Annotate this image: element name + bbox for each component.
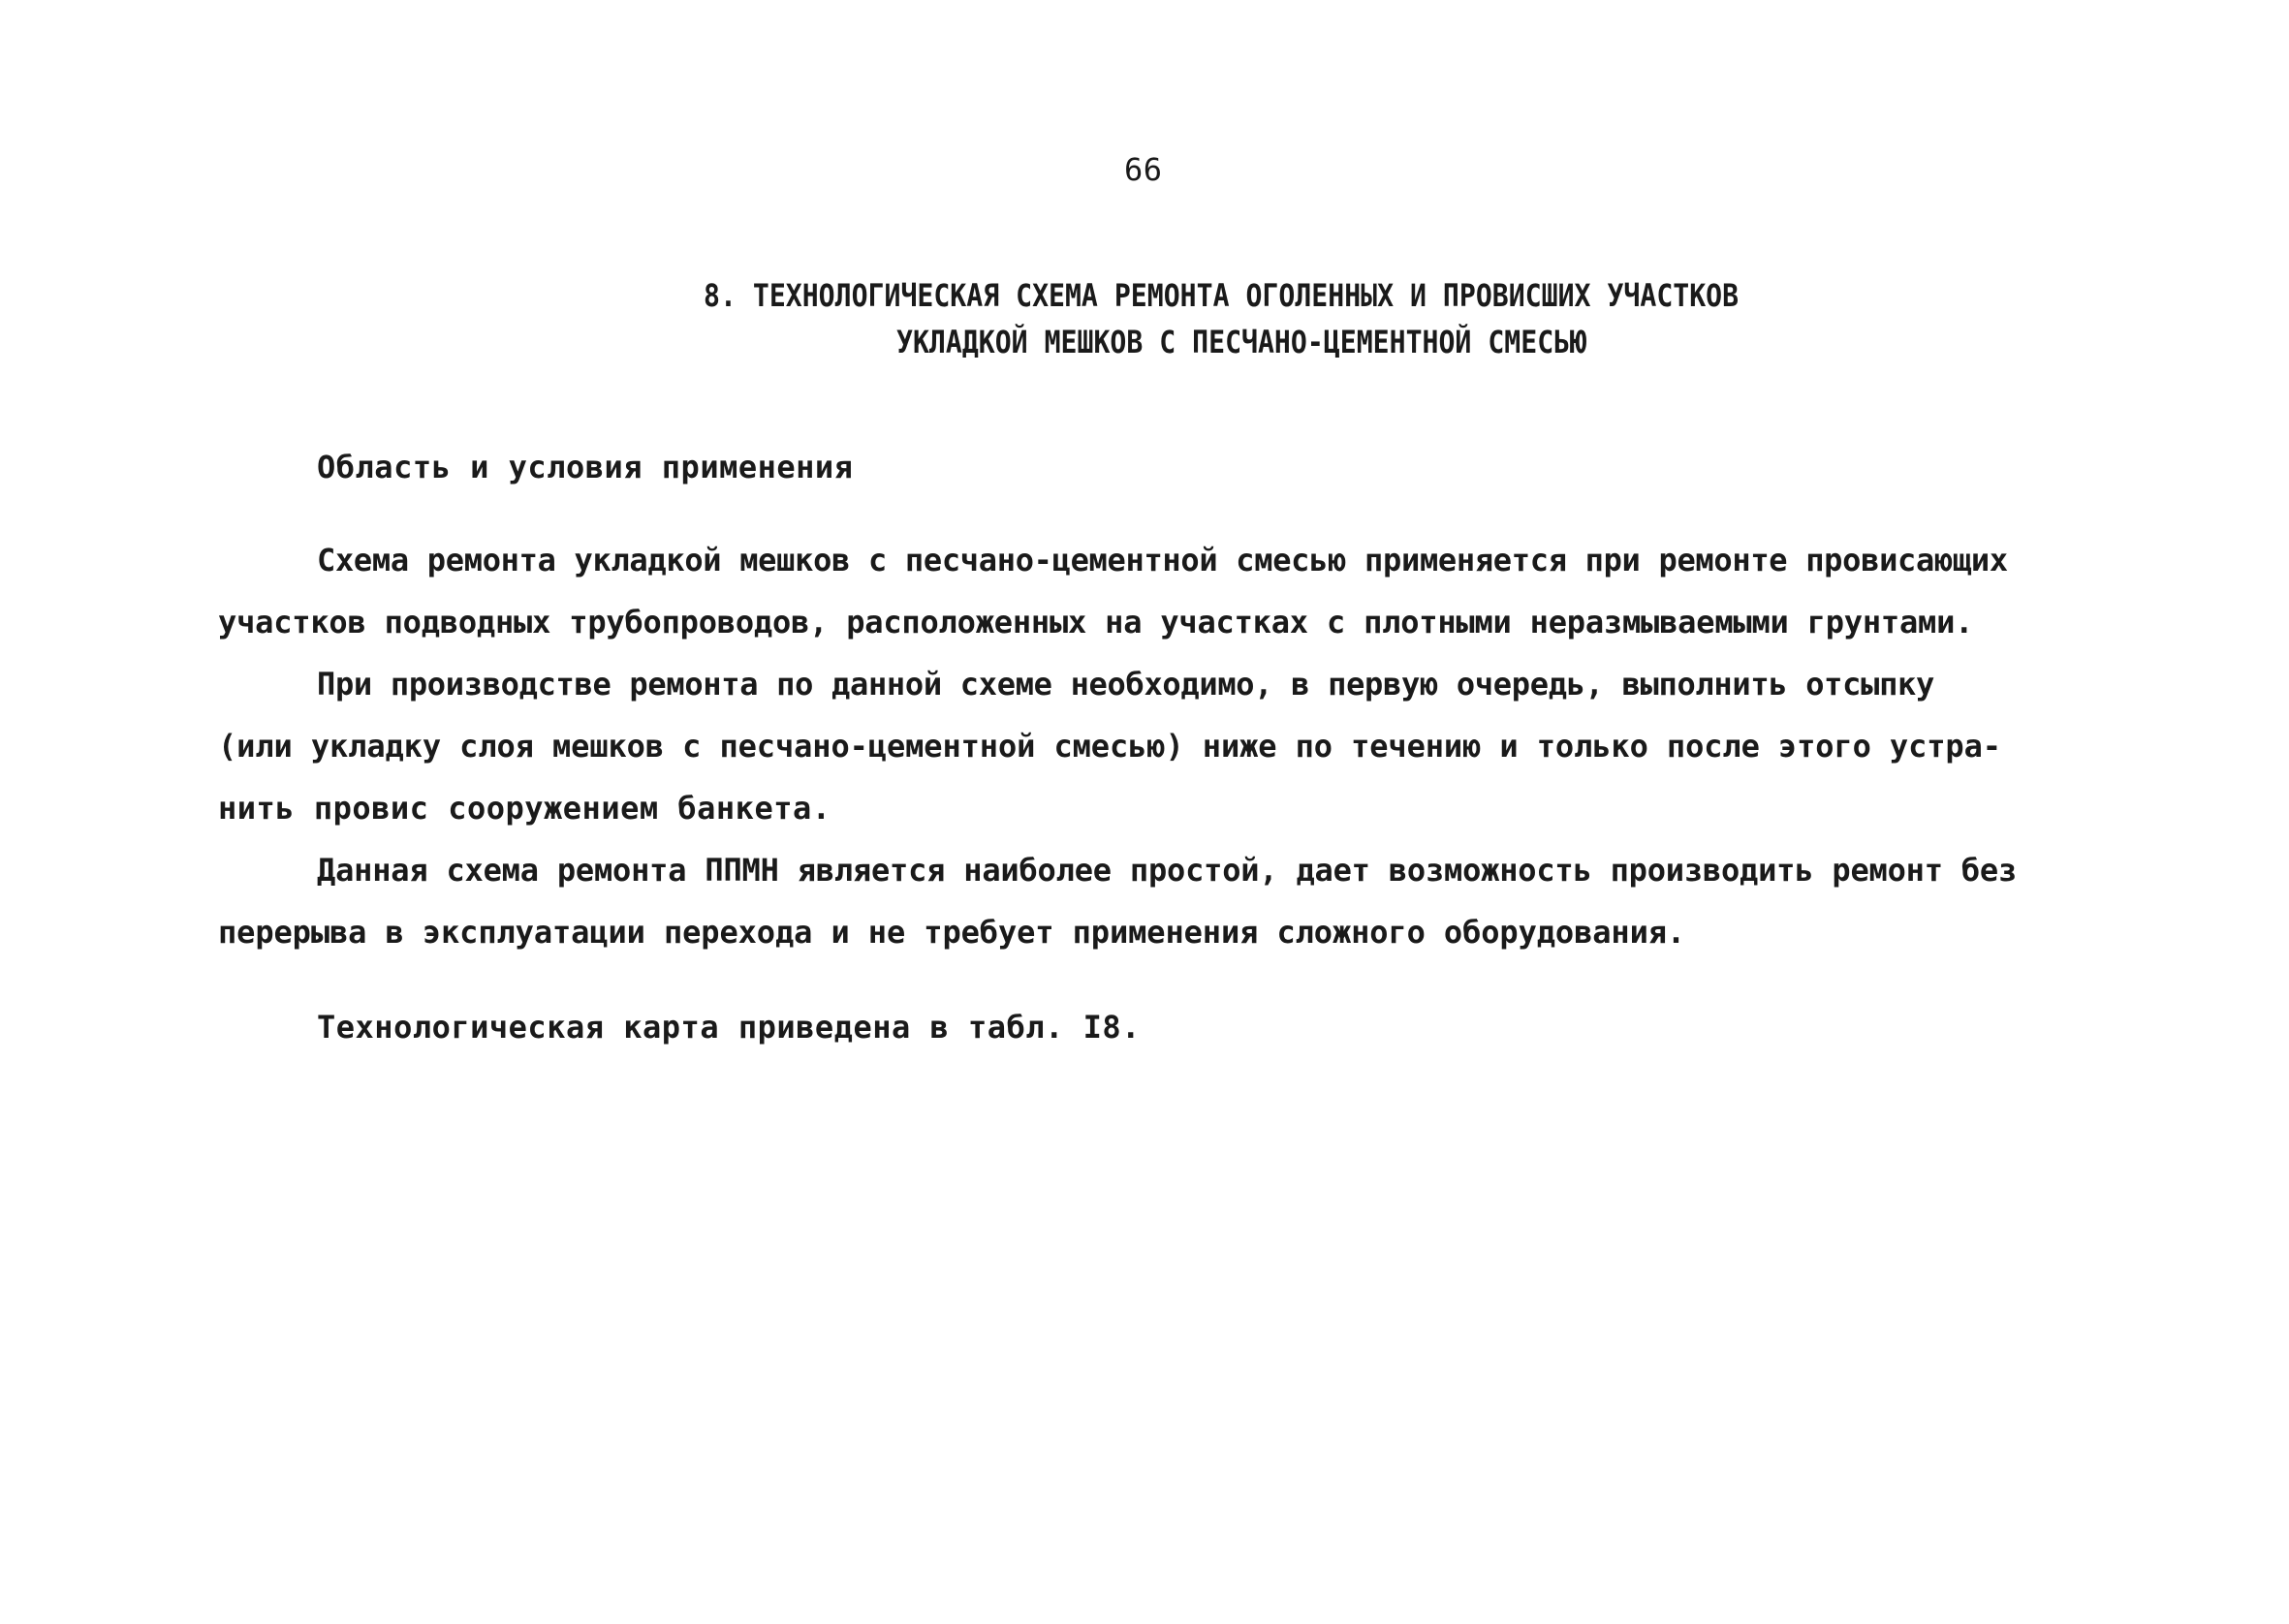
paragraph-4-line-1: Технологическая карта приведена в табл. I8. bbox=[317, 1009, 1141, 1046]
page-number: 66 bbox=[1124, 151, 1163, 188]
paragraph-2-line-3: нить провис сооружением банкета. bbox=[218, 790, 831, 827]
paragraph-3-line-1: Данная схема ремонта ППМН является наиболее простой, дает возможность производить ремонт без bbox=[317, 852, 2018, 889]
paragraph-1-line-1: Схема ремонта укладкой мешков с песчано-цементной смесью применяется при ремонте провисающих bbox=[317, 542, 2008, 578]
subsection-heading: Область и условия применения bbox=[317, 449, 854, 485]
paragraph-1-line-2: участков подводных трубопроводов, расположенных на участках с плотными неразмываемыми грунтами. bbox=[218, 604, 1974, 640]
paragraph-3-line-2: перерыва в эксплуатации перехода и не требует применения сложного оборудования. bbox=[218, 914, 1686, 951]
paragraph-2-line-1: При производстве ремонта по данной схеме необходимо, в первую очередь, выполнить отсыпку bbox=[317, 666, 1934, 703]
section-title-line-1: 8. ТЕХНОЛОГИЧЕСКАЯ СХЕМА РЕМОНТА ОГОЛЕННЫХ И ПРОВИСШИХ УЧАСТКОВ bbox=[704, 277, 1740, 314]
section-title-line-2: УКЛАДКОЙ МЕШКОВ С ПЕСЧАНО-ЦЕМЕНТНОЙ СМЕСЬЮ bbox=[896, 324, 1587, 360]
paragraph-2-line-2: (или укладку слоя мешков с песчано-цементной смесью) ниже по течению и только после этого устра- bbox=[218, 728, 2001, 765]
